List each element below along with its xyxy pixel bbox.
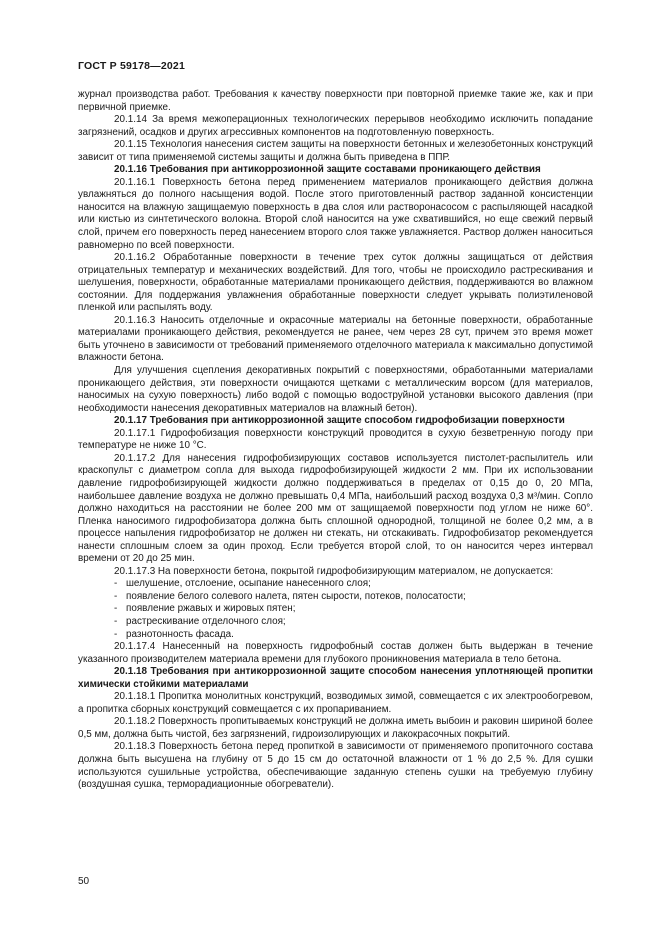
page-number: 50 <box>78 876 90 887</box>
list-item-text: растрескивание отделочного слоя; <box>126 615 286 627</box>
paragraph: 20.1.16.3 Наносить отделочные и окрасочные материалы на бетонные поверхности, обработанные материалами проникающего действия, рекомендуется не ранее, чем через 28 сут, причем это время может быть уточнено в зависимости от требований применяемого отделочного материала к максимально допустимой влажности бетона. <box>78 314 593 364</box>
list-item <box>78 629 593 642</box>
paragraph: Для улучшения сцепления декоративных покрытий с поверхностями, обработанными материалами проникающего действия, эти поверхности очищаются щетками с металлическим ворсом (для материалов, наносимых на сухую поверхность) либо водой с помощью водоструйной установки высокого давления (при необходимости нанесения декоративных материалов на влажный бетон). <box>78 365 593 414</box>
paragraph: 20.1.17.2 Для нанесения гидрофобизирующих составов используется пистолет-распылитель или краскопульт с диаметром сопла для выхода гидрофобизирующей жидкости 2 мм. При их использовании давление гидрофобизирующей жидкости должно поддерживаться в пределах от 0,15 до 0, 20 МПа, наибольшее давление воздуха не должно превышать 0,4 МПа, наибольший расход воздуха 0,3 м³/мин. Сопло должно находиться на расстоянии не более 200 мм от защищаемой поверхности под углом не ниже 60°. Пленка наносимого гидрофобизатора должна быть сплошной однородной, толщиной не более 0,2 мм, а в процессе напыления гидрофобизатор не должен ни стекать, ни отскакивать. Гидрофобизатор рекомендуется нанести сплошным слоем за один проход. Если требуется второй слой, то он наносится через интервал времени от 20 до 25 мин. <box>78 452 593 565</box>
list-dash: - <box>114 578 118 590</box>
paragraph: 20.1.16.1 Поверхность бетона перед применением материалов проникающего действия должна увлажняться до полного насыщения водой. После этого приготовленный раствор заданной консистенции наносится на влажную защищаемую поверхность в два слоя или растворонасосом с распыляющей насадкой или кистью из синтетического волокна. Второй слой наносится на уже схватившийся, но еще свежий первый слой, причем его поверхность перед нанесением второго слоя также увлажняется. Раствор должен наноситься равномерно по всей поверхности. <box>78 176 593 251</box>
paragraph: журнал производства работ. Требования к качеству поверхности при повторной приемке такие же, как и при первичной приемке. <box>78 89 593 113</box>
section-heading: 20.1.18 Требования при антикоррозионной защите способом нанесения уплотняющей пропитки химически стойкими материалами <box>78 666 593 690</box>
paragraph: 20.1.14 За время межоперационных технологических перерывов необходимо исключить попадание загрязнений, осадков и других агрессивных компонентов на подготовленную поверхность. <box>78 114 593 138</box>
paragraph: 20.1.16.2 Обработанные поверхности в течение трех суток должны защищаться от действия отрицательных температур и механических воздействий. Для того, чтобы не происходило растрескивания и шелушения, поверхности, обработанные материалами проникающего действия, поддерживаются во влажном состоянии. Для поддержания увлажнения обработанные поверхности следует укрывать полиэтиленовой пленкой или распылять воду. <box>78 252 593 314</box>
list-item <box>78 591 593 604</box>
list-item-text: появление ржавых и жировых пятен; <box>126 603 296 615</box>
document-body <box>78 89 593 792</box>
list-item-text: разнотонность фасада. <box>126 628 234 640</box>
paragraph-group-1 <box>78 89 593 578</box>
paragraph: 20.1.18.2 Поверхность пропитываемых конструкций не должна иметь выбоин и раковин шириной более 0,5 мм, должна быть чистой, без загрязнений, гидроизолирующих и лакокрасочных покрытий. <box>78 716 593 740</box>
paragraph: 20.1.17.1 Гидрофобизация поверхности конструкций проводится в сухую безветренную погоду при температуре не ниже 10 °С. <box>78 427 593 452</box>
paragraph: 20.1.15 Технология нанесения систем защиты на поверхности бетонных и железобетонных конструкций зависит от типа применяемой системы защиты и должна быть приведена в ППР. <box>78 139 593 163</box>
list-dash: - <box>114 590 118 602</box>
paragraph-group-2 <box>78 641 593 792</box>
list-item <box>78 578 593 591</box>
list-item-text: шелушение, отслоение, осыпание нанесенного слоя; <box>126 578 371 590</box>
list-dash: - <box>114 628 118 640</box>
section-heading: 20.1.17 Требования при антикоррозионной защите способом гидрофобизации поверхности <box>114 415 565 427</box>
paragraph: 20.1.18.3 Поверхность бетона перед пропиткой в зависимости от применяемого пропиточного состава должна быть высушена на глубину от 5 до 15 см до остаточной влажности от 1 % до 2,5 %. Для сушки используются сушильные устройства, обеспечивающие заданную степень сушки на требуемую глубину (воздушная сушка, терморадиационные обогреватели). <box>78 741 593 791</box>
defects-list <box>78 578 593 641</box>
paragraph: 20.1.17.4 Нанесенный на поверхность гидрофобный состав должен быть выдержан в течение указанного производителем материала времени для глубокого проникновения материала в тело бетона. <box>78 641 593 665</box>
list-dash: - <box>114 615 118 627</box>
paragraph: 20.1.17.3 На поверхности бетона, покрытой гидрофобизирующим материалом, не допускается: <box>114 565 554 577</box>
section-heading: 20.1.16 Требования при антикоррозионной защите составами проникающего действия <box>114 164 541 176</box>
list-item <box>78 603 593 616</box>
list-item-text: появление белого солевого налета, пятен сырости, потеков, полосатости; <box>126 590 466 602</box>
document-header: ГОСТ Р 59178—2021 <box>78 60 186 72</box>
list-item <box>78 616 593 629</box>
paragraph: 20.1.18.1 Пропитка монолитных конструкций, возводимых зимой, совмещается с их электрообогревом, а пропитка сборных конструкций совмещается с их пропариванием. <box>78 691 593 715</box>
list-dash: - <box>114 603 118 615</box>
